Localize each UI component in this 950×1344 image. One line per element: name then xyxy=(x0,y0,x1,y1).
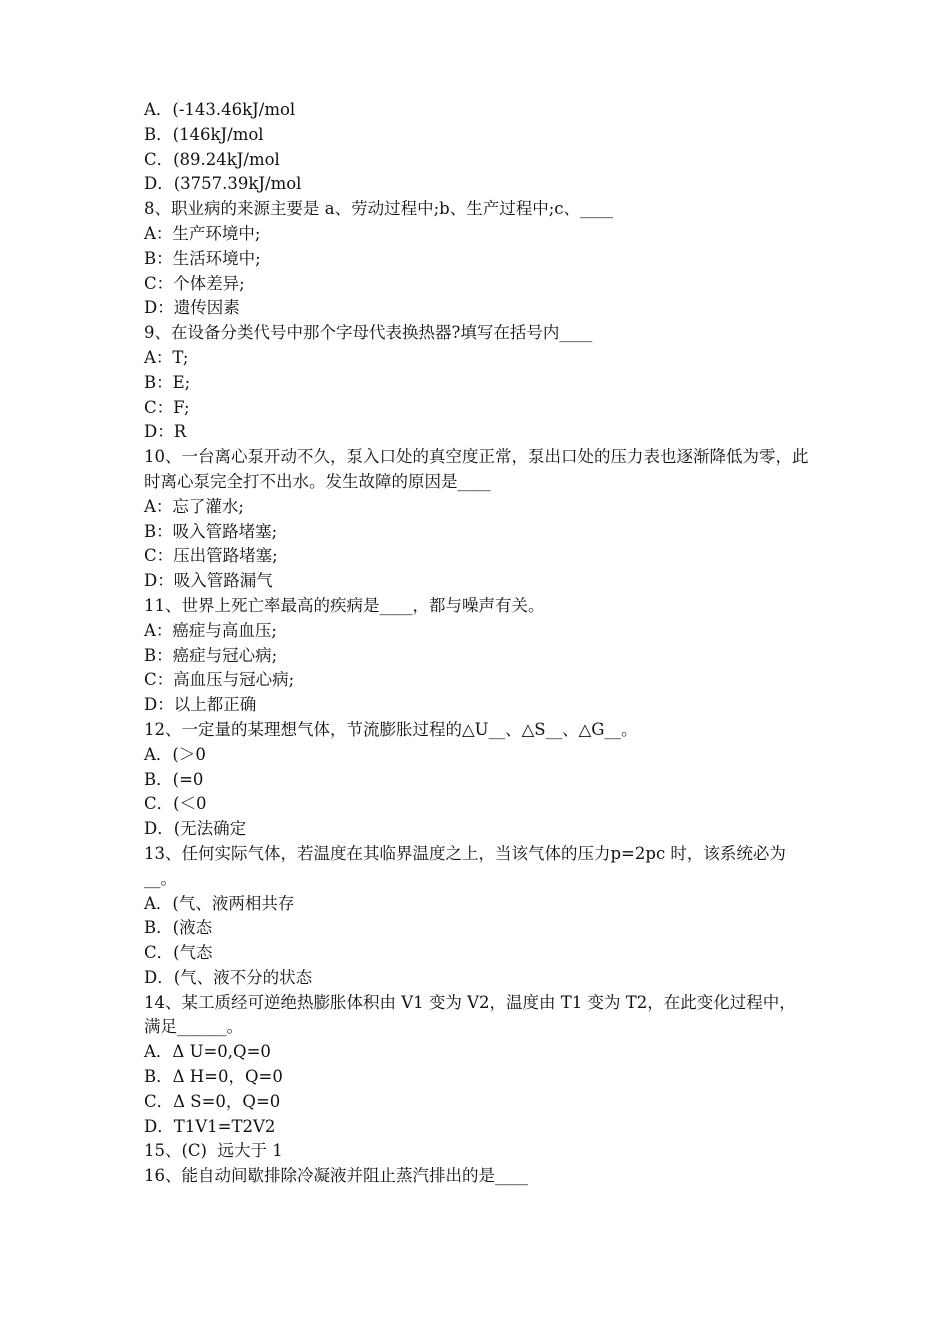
question-10: 10、一台离心泵开动不久，泵入口处的真空度正常，泵出口处的压力表也逐渐降低为零，此时离心泵完全打不出水。发生故障的原因是____ xyxy=(144,447,809,491)
option-d-line: D．(3757.39kJ/mol xyxy=(144,174,302,194)
question-12: 12、一定量的某理想气体，节流膨胀过程的△U__、△S__、△G__。 xyxy=(144,719,638,739)
q8-option-b: B：生活环境中; xyxy=(144,248,261,268)
q14-option-c: C．Δ S=0，Q=0 xyxy=(144,1091,281,1111)
q14-option-b: B．Δ H=0，Q=0 xyxy=(144,1067,283,1087)
question-15: 15、(C) 远大于 1 xyxy=(144,1141,283,1161)
question-13: 13、任何实际气体，若温度在其临界温度之上，当该气体的压力p=2pc 时，该系统必为__。 xyxy=(144,843,786,888)
q11-option-b: B：癌症与冠心病; xyxy=(144,645,278,665)
q8-option-a: A：生产环境中; xyxy=(144,223,261,243)
document-body xyxy=(144,98,810,1189)
q9-option-d: D：R xyxy=(144,422,187,442)
q13-option-a: A．(气、液两相共存 xyxy=(144,893,295,913)
q14-option-a: A．Δ U=0,Q=0 xyxy=(144,1042,271,1062)
q10-option-a: A：忘了灌水; xyxy=(144,496,244,516)
q10-option-d: D：吸入管路漏气 xyxy=(144,571,273,591)
q13-option-d: D．(气、液不分的状态 xyxy=(144,967,313,987)
option-c-line: C．(89.24kJ/mol xyxy=(144,149,280,169)
q10-option-b: B：吸入管路堵塞; xyxy=(144,521,278,541)
q13-option-b: B．(液态 xyxy=(144,918,213,938)
q11-option-a: A：癌症与高血压; xyxy=(144,620,277,640)
q10-option-c: C：压出管路堵塞; xyxy=(144,546,278,566)
option-a-line: A．(-143.46kJ/mol xyxy=(144,100,296,119)
q14-option-d: D．T1V1=T2V2 xyxy=(144,1116,276,1136)
q11-option-d: D：以上都正确 xyxy=(144,695,257,715)
q9-option-c: C：F; xyxy=(144,397,190,417)
q11-option-c: C：高血压与冠心病; xyxy=(144,670,295,690)
q12-option-b: B．(=0 xyxy=(144,769,204,789)
question-8: 8、职业病的来源主要是 a、劳动过程中;b、生产过程中;c、____ xyxy=(144,199,614,219)
question-16: 16、能自动间歇排除冷凝液并阻止蒸汽排出的是____ xyxy=(144,1166,528,1186)
option-b-line: B．(146kJ/mol xyxy=(144,124,264,144)
q9-option-a: A：T; xyxy=(144,347,189,367)
q12-option-a: A．(＞0 xyxy=(144,744,206,764)
q8-option-c: C：个体差异; xyxy=(144,273,245,293)
question-11: 11、世界上死亡率最高的疾病是____，都与噪声有关。 xyxy=(144,595,545,615)
q13-option-c: C．(气态 xyxy=(144,943,213,963)
q9-option-b: B：E; xyxy=(144,372,191,392)
question-14: 14、某工质经可逆绝热膨胀体积由 V1 变为 V2，温度由 T1 变为 T2，在此变化过程中，满足______。 xyxy=(144,992,796,1037)
q12-option-c: C．(＜0 xyxy=(144,794,207,814)
question-9: 9、在设备分类代号中那个字母代表换热器?填写在括号内____ xyxy=(144,323,593,343)
q8-option-d: D：遗传因素 xyxy=(144,298,240,318)
q12-option-d: D．(无法确定 xyxy=(144,819,247,839)
